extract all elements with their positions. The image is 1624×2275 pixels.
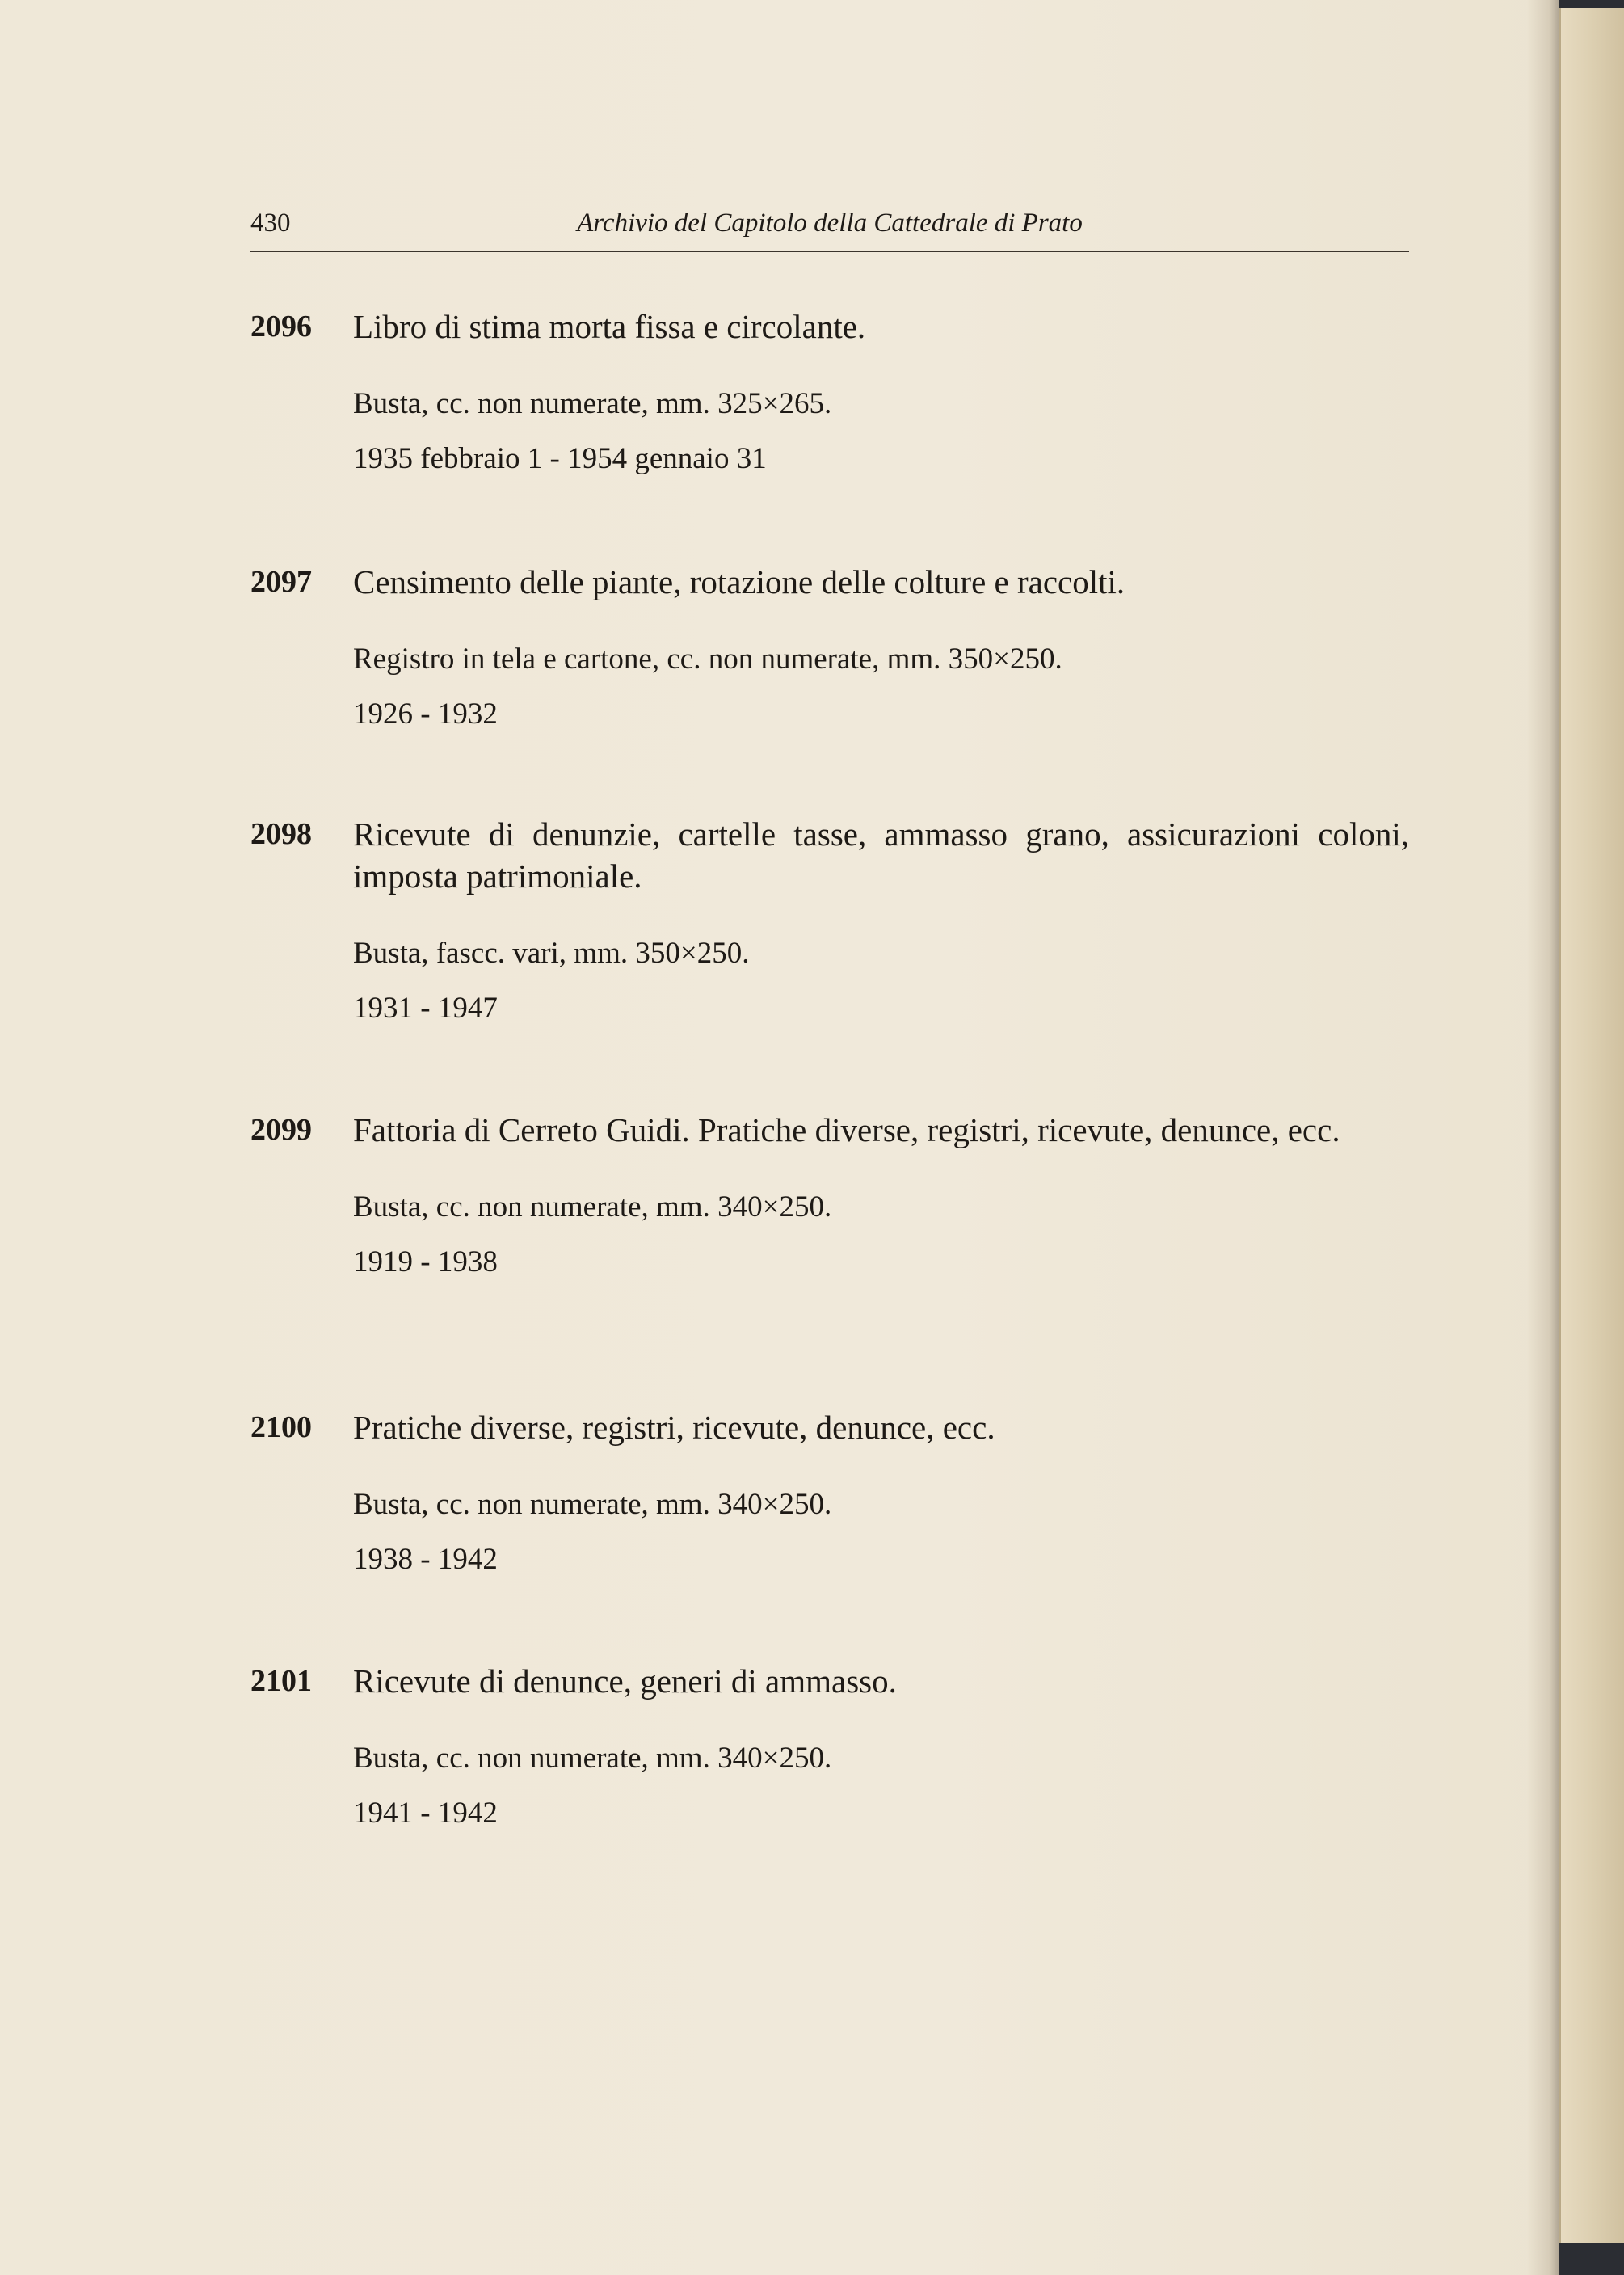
entry-dates: 1941 - 1942 [353,1797,498,1830]
facing-page-edge [1559,0,1624,2275]
entry-title: Libro di stima morta fissa e circolante. [353,308,866,345]
entry-dates: 1935 febbraio 1 - 1954 gennaio 31 [353,442,767,475]
catalog-entry-2100 [250,1406,1409,1579]
catalog-entry-2096 [250,305,1409,478]
scan-background-bottom [1559,2243,1624,2275]
scan-background-top [1559,0,1624,8]
entry-title: Ricevute di denunce, generi di ammasso. [353,1662,897,1700]
entry-number: 2098 [250,817,312,851]
entry-description: Busta, cc. non numerate, mm. 340×250. [353,1742,832,1775]
page-number: 430 [250,209,291,238]
catalog-entry-2099 [250,1109,1409,1282]
catalog-entry-2101 [250,1660,1409,1833]
entry-number: 2097 [250,565,312,599]
running-title: Archivio del Capitolo della Cattedrale di Prato [577,209,1083,238]
entry-dates: 1931 - 1947 [353,992,498,1025]
entry-number: 2099 [250,1113,312,1147]
entry-title: Fattoria di Cerreto Guidi. Pratiche diverse, registri, ricevute, denunce, ecc. [353,1111,1340,1148]
entry-description: Busta, cc. non numerate, mm. 340×250. [353,1190,832,1224]
entry-description: Busta, cc. non numerate, mm. 340×250. [353,1488,832,1521]
entry-dates: 1919 - 1938 [353,1245,498,1279]
entry-dates: 1926 - 1932 [353,697,498,731]
page-gutter-shadow [1527,0,1559,2275]
catalog-entry-2098 [250,813,1409,1028]
page-header [250,209,1409,252]
entry-number: 2096 [250,310,312,343]
entry-description: Registro in tela e cartone, cc. non numerate, mm. 350×250. [353,642,1062,676]
entry-title: Ricevute di denunzie, cartelle tasse, ammasso grano, assicurazioni coloni, imposta patrimoniale. [353,815,1409,895]
entry-dates: 1938 - 1942 [353,1543,498,1576]
entry-number: 2100 [250,1410,312,1444]
entry-description: Busta, fascc. vari, mm. 350×250. [353,937,750,970]
catalog-entry-2097 [250,561,1409,734]
entry-title: Censimento delle piante, rotazione delle colture e raccolti. [353,563,1125,600]
entry-title: Pratiche diverse, registri, ricevute, denunce, ecc. [353,1409,995,1446]
entry-description: Busta, cc. non numerate, mm. 325×265. [353,387,832,420]
entry-number: 2101 [250,1664,312,1698]
